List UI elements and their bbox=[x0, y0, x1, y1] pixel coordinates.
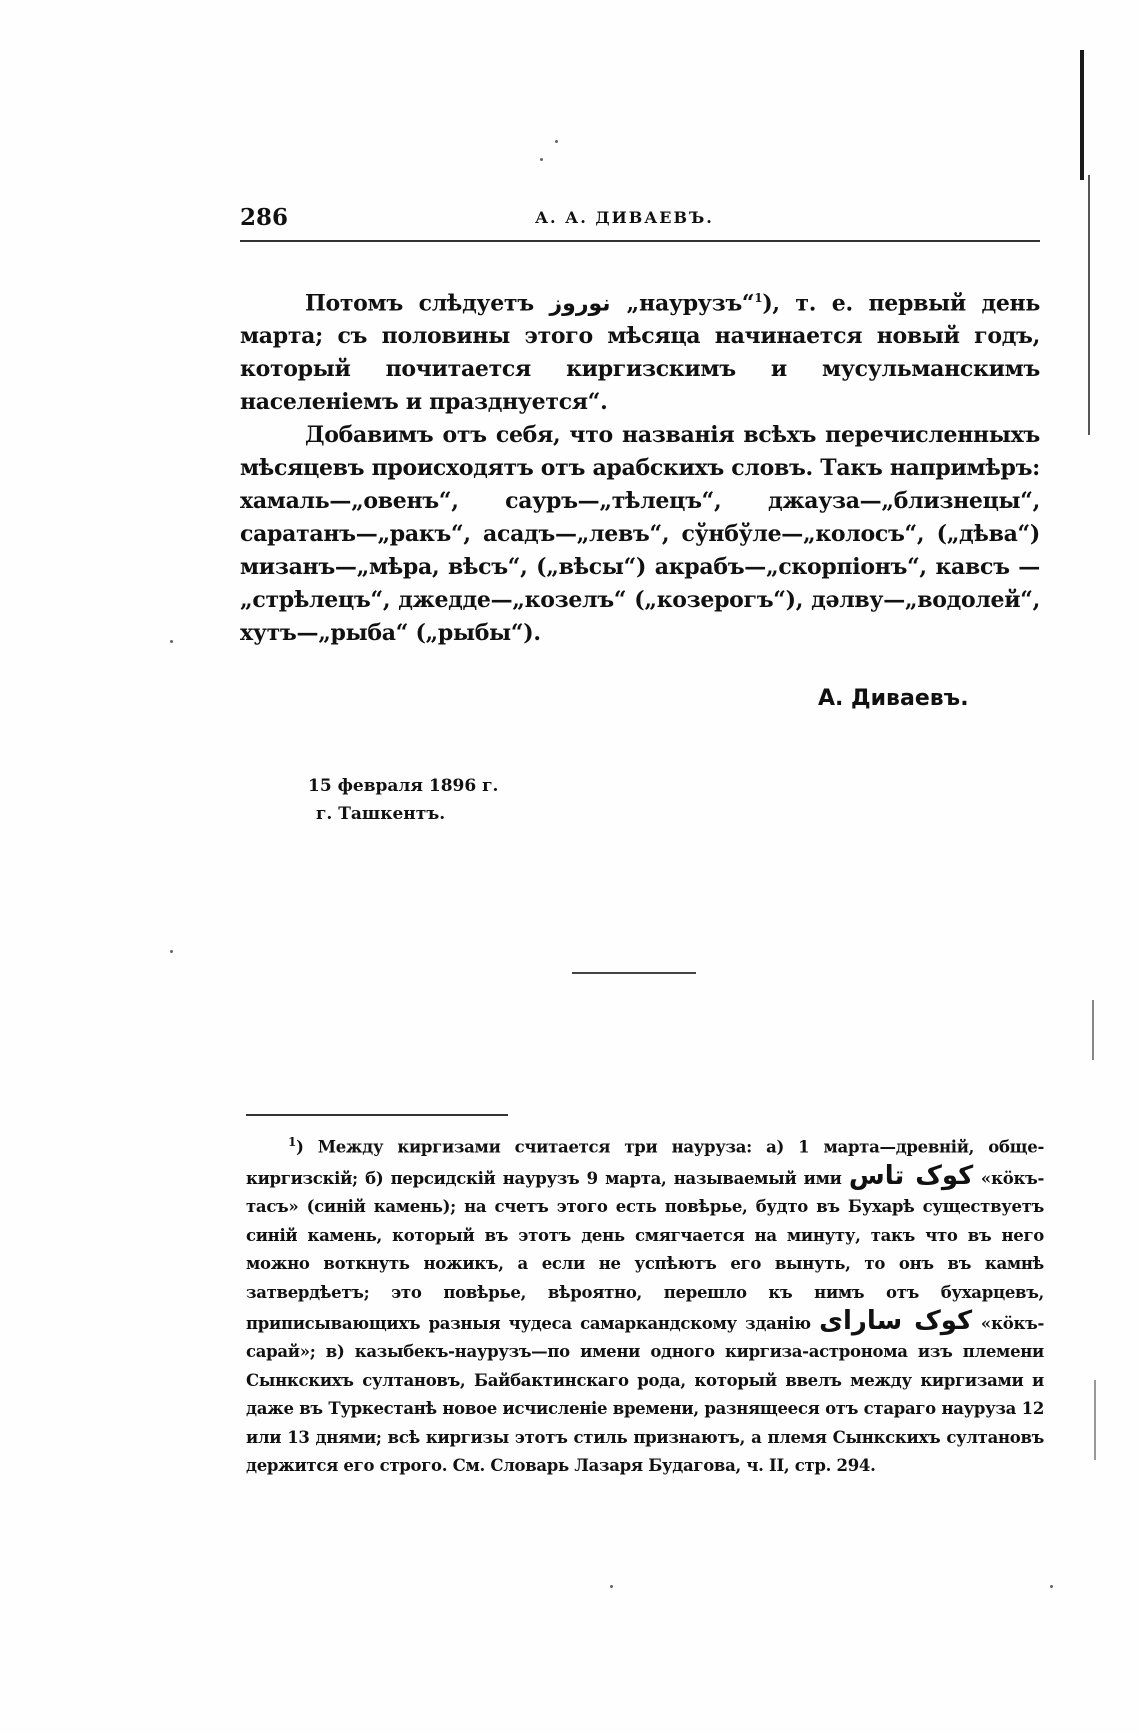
section-separator bbox=[572, 972, 696, 974]
place: г. Ташкентъ. bbox=[316, 804, 446, 824]
dateline bbox=[308, 772, 498, 828]
page-number: 286 bbox=[240, 204, 289, 231]
author-signature: А. Диваевъ. bbox=[818, 686, 969, 711]
text-segment: Потомъ слѣдуетъ bbox=[305, 290, 534, 317]
page-header bbox=[240, 204, 1040, 234]
main-text bbox=[240, 282, 1040, 650]
running-head: А. А. ДИВАЕВЪ. bbox=[535, 208, 714, 227]
scan-edge-line bbox=[1088, 175, 1090, 435]
footnote bbox=[246, 1128, 1044, 1480]
footnote-text-3: «кӧкъ-сарай»; в) казыбекъ-наурузъ—по имени одного киргиза-астронома изъ племени Сынкскихъ султановъ, Байбактинскаго рода, который ввелъ между киргизами и даже въ Туркестанѣ новое исчисленіе времени, разнящееся отъ стараго науруза 12 или 13 днями; всѣ киргизы этотъ стиль признаютъ, а племя Сынкскихъ султановъ держится его строго. См. Словарь Лазаря Будагова, ч. II, стр. 294. bbox=[246, 1313, 1044, 1475]
header-rule bbox=[240, 240, 1040, 242]
arabic-phrase-kok-saray: کوک سارای bbox=[819, 1305, 973, 1336]
footnote-ref: 1 bbox=[754, 291, 763, 305]
scan-edge-line bbox=[1092, 1000, 1094, 1060]
paragraph-1 bbox=[240, 282, 1040, 419]
text-segment: „наурузъ“ bbox=[626, 290, 755, 317]
footnote-rule bbox=[246, 1114, 508, 1116]
arabic-word-nauruz: نوروز bbox=[549, 291, 611, 317]
footnote-text-1: ) Между киргизами считается три науруза: а) 1 марта—древній, обще-киргизскій; б) персидскій наурузъ 9 марта, называемый ими bbox=[246, 1137, 1044, 1188]
scan-edge-line bbox=[1094, 1380, 1096, 1460]
date: 15 февраля 1896 г. bbox=[308, 776, 499, 796]
arabic-phrase-kok-tas: کوک تاس bbox=[848, 1160, 974, 1191]
footnote-mark: 1 bbox=[288, 1135, 297, 1149]
scan-edge-line bbox=[1080, 50, 1084, 180]
footnote-text-2: «кӧкъ-тасъ» (синій камень); на счетъ этого есть повѣрье, будто въ Бухарѣ существуетъ синій камень, который въ этотъ день смягчается на минуту, такъ что въ него можно воткнуть ножикъ, а если не успѣютъ его вынуть, то онъ въ камнѣ затвердѣетъ; это повѣрье, вѣроятно, перешло къ нимъ отъ бухарцевъ, приписывающихъ разныя чудеса самаркандскому зданію bbox=[246, 1168, 1044, 1333]
text-segment: ), т. е. первый день марта; съ половины этого мѣсяца начинается новый годъ, который почитается киргизскимъ и мусульманскимъ населеніемъ и празднуется“. bbox=[240, 290, 1040, 416]
paragraph-2: Добавимъ отъ себя, что названія всѣхъ перечисленныхъ мѣсяцевъ происходятъ отъ арабскихъ словъ. Такъ напримѣръ: хамаль—„овенъ“, сауръ—„тѣлецъ“, джауза—„близнецы“, саратанъ—„ракъ“, асадъ—„левъ“, сўнбўле—„колосъ“, („дѣва“) мизанъ—„мѣра, вѣсъ“, („вѣсы“) акрабъ—„скорпіонъ“, кавсъ —„стрѣлецъ“, джедде—„козелъ“ („козерогъ“), дәлву—„водолей“, хутъ—„рыба“ („рыбы“). bbox=[240, 422, 1040, 647]
